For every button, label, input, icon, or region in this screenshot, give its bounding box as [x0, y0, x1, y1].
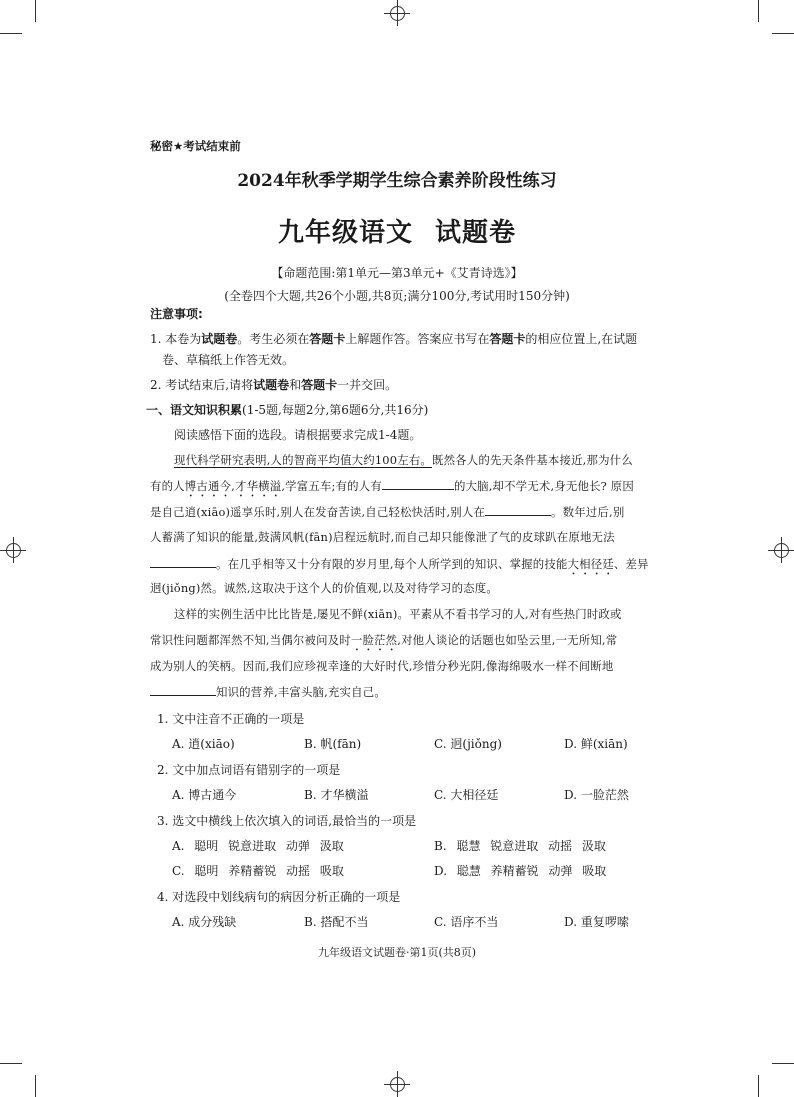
- question-3-option-b[interactable]: B. 聪慧 锐意进取 动摇 汲取: [434, 839, 606, 853]
- question-3-option-c[interactable]: C. 聪明 养精蓄锐 动摇 吸取: [172, 864, 344, 878]
- registration-mark-top: [384, 0, 410, 26]
- note-text: 2. 考试结束后,请将: [150, 378, 254, 392]
- fill-blank-3: [150, 555, 216, 568]
- passage-text: 知识的营养,丰富头脑,充实自己。: [216, 685, 386, 699]
- question-2-option-d[interactable]: D. 一脸茫然: [564, 788, 629, 802]
- fill-blank-1: [382, 477, 454, 490]
- question-4-option-b[interactable]: B. 搭配不当: [304, 915, 369, 929]
- crop-mark-bottom-left-2: [0, 1063, 22, 1064]
- question-4-stem: 4. 对选段中划线病句的病因分析正确的一项是: [157, 890, 401, 904]
- fill-blank-4: [150, 683, 216, 696]
- section-title: 一、语文知识积累: [146, 403, 243, 417]
- crop-mark-top-right: [758, 0, 759, 22]
- fill-blank-2: [485, 503, 551, 516]
- note-2: [150, 376, 397, 393]
- passage-line: 人蓄满了知识的能量,鼓满风帆(fān)启程远航时,而自己却只能像泄了气的皮球趴在原地无法: [150, 530, 615, 544]
- passage-text: 常识性问题都浑然不知,当偶尔被问及时: [150, 633, 351, 647]
- reading-intro: 阅读感悟下面的选段。请根据要求完成1-4题。: [174, 428, 422, 442]
- registration-mark-bottom: [384, 1071, 410, 1097]
- passage-line: 这样的实例生活中比比皆是,屡见不鲜(xiān)。平素从不看书学习的人,对有些热门时政或: [174, 607, 622, 621]
- page-footer: 九年级语文试题卷·第1页(共8页): [317, 946, 477, 959]
- note-1-continued: 卷、草稿纸上作答无效。: [162, 353, 295, 367]
- exam-title: 2024年秋季学期学生综合素养阶段性练习: [237, 171, 557, 191]
- note-text: 和: [289, 378, 302, 392]
- exam-info: (全卷四个大题,共26个小题,共8页;满分100分,考试用时150分钟): [224, 289, 570, 303]
- question-4-option-d[interactable]: D. 重复啰嗦: [564, 915, 629, 929]
- crop-mark-bottom-left: [35, 1075, 36, 1097]
- note-1: [150, 330, 637, 347]
- notes-heading: 注意事项:: [150, 307, 203, 321]
- passage-text: ,对他人谈论的话题也如坠云里,一无所知,常: [397, 633, 618, 647]
- passage-line: [174, 452, 633, 468]
- question-1-option-a[interactable]: A. 逍(xiāo): [172, 737, 235, 751]
- passage-text: 既然各人的先天条件基本接近,那为什么: [431, 453, 633, 467]
- passage-line: [150, 503, 624, 520]
- passage-text: 。数年过后,别: [551, 505, 625, 519]
- section-1-heading: [146, 401, 428, 418]
- subject-title: 九年级语文: [277, 218, 413, 248]
- passage-line: [150, 555, 649, 578]
- passage-text: 。在几乎相等又十分有限的岁月里,每个人所学到的知识、掌握的技能: [216, 557, 568, 571]
- note-text: 上解题作答。答案应书写在: [345, 332, 490, 346]
- crop-mark-top-right-2: [772, 33, 794, 34]
- question-3-stem: 3. 选文中横线上依次填入的词语,最恰当的一项是: [157, 814, 417, 828]
- passage-line: 成为别人的笑柄。因而,我们应珍视幸逢的大好时代,珍惜分秒光阴,像海绵吸水一样不间断地: [150, 659, 614, 673]
- dotted-word: 大相径廷: [567, 557, 614, 571]
- note-bold: 答题卡: [309, 332, 346, 346]
- note-bold: 答题卡: [489, 332, 526, 346]
- passage-line: [150, 477, 634, 500]
- note-bold: 答题卡: [301, 378, 338, 392]
- question-1-stem: 1. 文中注音不正确的一项是: [157, 712, 305, 726]
- note-bold: 试题卷: [253, 378, 290, 392]
- crop-mark-bottom-right-2: [772, 1063, 794, 1064]
- crop-mark-bottom-right: [758, 1075, 759, 1097]
- note-text: 1. 本卷为: [150, 332, 202, 346]
- passage-line: [150, 683, 386, 700]
- question-3-option-d[interactable]: D. 聪慧 养精蓄锐 动弹 吸取: [434, 864, 607, 878]
- registration-mark-right: [768, 537, 794, 563]
- question-4-option-c[interactable]: C. 语序不当: [434, 915, 499, 929]
- paper-title: [0, 212, 794, 249]
- section-desc: (1-5题,每题2分,第6题6分,共16分): [242, 403, 429, 417]
- dotted-word: 博古通今: [184, 479, 232, 493]
- question-2-stem: 2. 文中加点词语有错别字的一项是: [157, 763, 341, 777]
- confidential-label: 秘密★考试结束前: [150, 139, 241, 153]
- question-1-option-c[interactable]: C. 迥(jiǒng): [434, 737, 502, 751]
- note-text: 的相应位置上,在试题: [525, 332, 638, 346]
- note-text: 。考生必须在: [237, 332, 310, 346]
- question-2-option-c[interactable]: C. 大相径廷: [434, 788, 499, 802]
- passage-line: 迥(jiǒng)然。诚然,这取决于这个人的价值观,以及对待学习的态度。: [150, 581, 498, 595]
- crop-mark-top-left-2: [0, 33, 22, 34]
- note-bold: 试题卷: [201, 332, 238, 346]
- crop-mark-top-left: [35, 0, 36, 22]
- underlined-sentence: 现代科学研究表明,人的智商平均值大约100左右。: [174, 453, 432, 467]
- passage-text: 的大脑,却不学无术,身无他长? 原因: [453, 479, 634, 493]
- question-1-option-b[interactable]: B. 帆(fān): [304, 737, 362, 751]
- passage-text: ,: [231, 479, 235, 493]
- question-1-option-d[interactable]: D. 鲜(xiān): [564, 737, 628, 751]
- question-2-option-a[interactable]: A. 博古通今: [172, 788, 237, 802]
- passage-text: ,学富五车;有的人有: [281, 479, 382, 493]
- dotted-word: 才华横溢: [234, 479, 282, 493]
- note-text: 一并交回。: [337, 378, 398, 392]
- passage-text: 有的人: [150, 479, 185, 493]
- passage-text: 、差异: [613, 557, 649, 571]
- exam-scope: 【命题范围:第1单元—第3单元+《艾青诗选》】: [271, 266, 523, 280]
- question-4-option-a[interactable]: A. 成分残缺: [172, 915, 237, 929]
- question-3-option-a[interactable]: A. 聪明 锐意进取 动弹 汲取: [172, 839, 344, 853]
- passage-text: 是自己逍(xiāo)遥享乐时,别人在发奋苦读,自己轻松快活时,别人在: [150, 505, 486, 519]
- paper-type-title: 试题卷: [435, 218, 517, 248]
- passage-line: [150, 632, 617, 654]
- question-2-option-b[interactable]: B. 才华横溢: [304, 788, 369, 802]
- registration-mark-left: [0, 537, 26, 563]
- dotted-word: 一脸茫然: [350, 633, 398, 647]
